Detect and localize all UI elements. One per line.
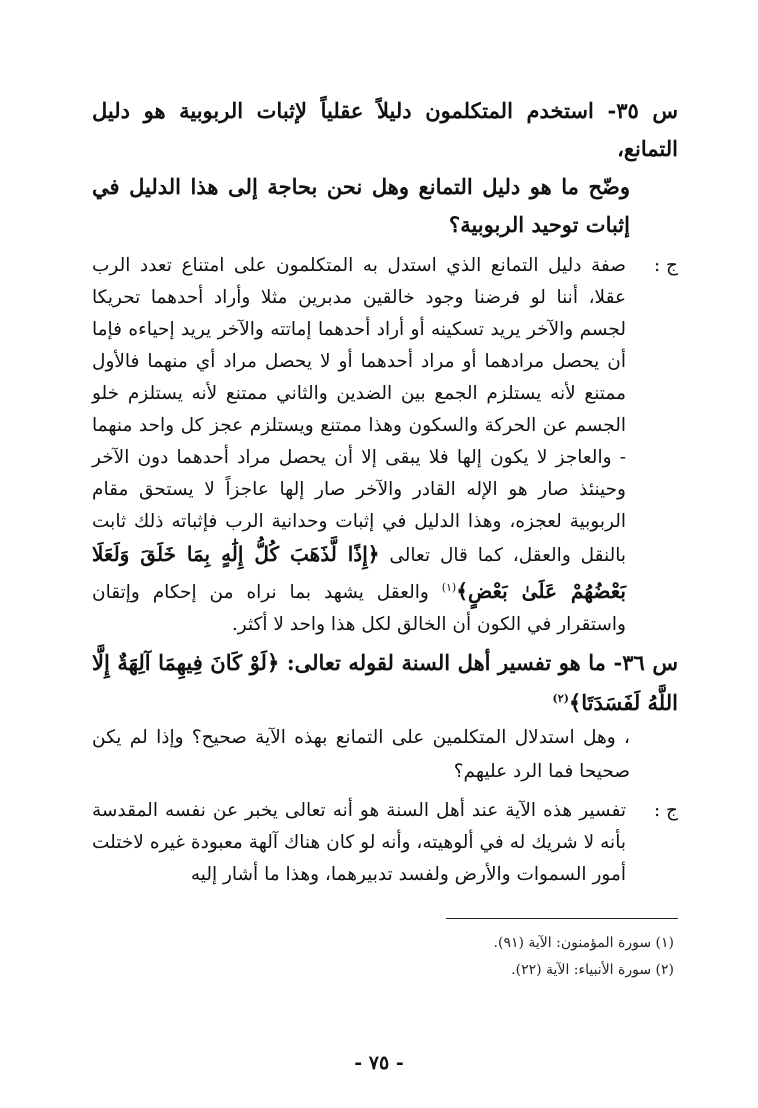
footnote-1-text: سورة المؤمنون: الآية (٩١). — [493, 935, 652, 951]
answer-36-marker: ج : — [653, 800, 678, 822]
question-36-text: ما هو تفسير أهل السنة لقوله تعالى: — [279, 650, 614, 676]
question-35-text: استخدم المتكلمون دليلاً عقلياً لإثبات الربوبية هو دليل التمانع، — [92, 98, 678, 161]
question-36-label: س ٣٦- — [613, 650, 678, 676]
answer-36 — [92, 795, 678, 891]
question-35 — [92, 92, 678, 244]
footnote-ref-1: (١) — [441, 581, 457, 594]
footnotes — [300, 930, 674, 984]
answer-36-text: تفسير هذه الآية عند أهل السنة هو أنه تعالى يخبر عن نفسه المقدسة بأنه لا شريك له في ألوهيته، وأنه لو كان هناك آلهة معبودة غيره لاختلت أمور السموات والأرض ولفسد تدبيرهما، وهذا ما أشار إليه — [92, 800, 626, 886]
footnote-1-num: (١) — [655, 935, 674, 951]
footnote-1 — [300, 930, 674, 957]
page-body — [92, 92, 678, 895]
question-36 — [92, 645, 678, 721]
answer-35-text: صفة دليل التمانع الذي استدل به المتكلمون على امتناع تعدد الرب عقلا، أننا لو فرضنا وجود خالقين مدبرين مثلا وأراد أحدهما تحريكا لجسم والآخر يريد تسكينه أو أراد أحدهما إماتته والآخر يريد إحياءه فإما أن يحصل مرادهما أو مراد أحدهما أو لا يحصل مراد أي منهما فالأول ممتنع لأنه يستلزم الجمع بين الضدين والثاني ممتنع لأنه يستلزم خلو الجسم عن الحركة والسكون وهذا ممتنع ويستلزم عجز كل واحد منهما - والعاجز لا يكون إلها فلا يبقى إلا أن يحصل مراد أحدهما دون الآخر وحينئذ صار هو الإله القادر والآخر صار إلها عاجزاً لا يستحق مقام الربوبية لعجزه، وهذا الدليل في إثبات وحدانية الرب فإثباته ذلك ثابت بالنقل والعقل، كما قال تعالى — [92, 255, 626, 566]
footnote-2-text: سورة الأنبياء: الآية (٢٢). — [511, 962, 652, 978]
footnote-2-num: (٢) — [655, 962, 674, 978]
footnote-ref-2: (٢) — [552, 692, 569, 706]
page-number: - ٧٥ - — [354, 1052, 404, 1074]
quran-verse-1: ﴿إِذًا لَّذَهَبَ كُلُّ إِلَٰهٍ بِمَا خَلَقَ وَلَعَلَا بَعْضُهُمْ عَلَىٰ بَعْضٍ﴾ — [92, 542, 626, 604]
question-35-label: س ٣٥- — [607, 98, 678, 123]
answer-35-marker: ج : — [653, 255, 678, 276]
answer-35 — [92, 250, 678, 641]
footnote-2 — [300, 957, 674, 984]
footnote-divider — [446, 918, 678, 919]
answer-35-text-after: والعقل يشهد بما نراه من إحكام وإتقان واستقرار في الكون أن الخالق لكل هذا واحد لا أكثر. — [92, 582, 626, 636]
question-35-continuation: وضّح ما هو دليل التمانع وهل نحن بحاجة إلى هذا الدليل في إثبات توحيد الربوبية؟ — [92, 174, 630, 237]
question-36-rest: ، وهل استدلال المتكلمين على التمانع بهذه الآية صحيح؟ وإذا لم يكن صحيحا فما الرد عليهم؟ — [92, 727, 630, 783]
quran-verse-2: ﴿لَوْ كَانَ فِيهِمَا آلِهَةٌ إِلَّا اللَّهُ لَفَسَدَتَا﴾ — [92, 650, 678, 716]
